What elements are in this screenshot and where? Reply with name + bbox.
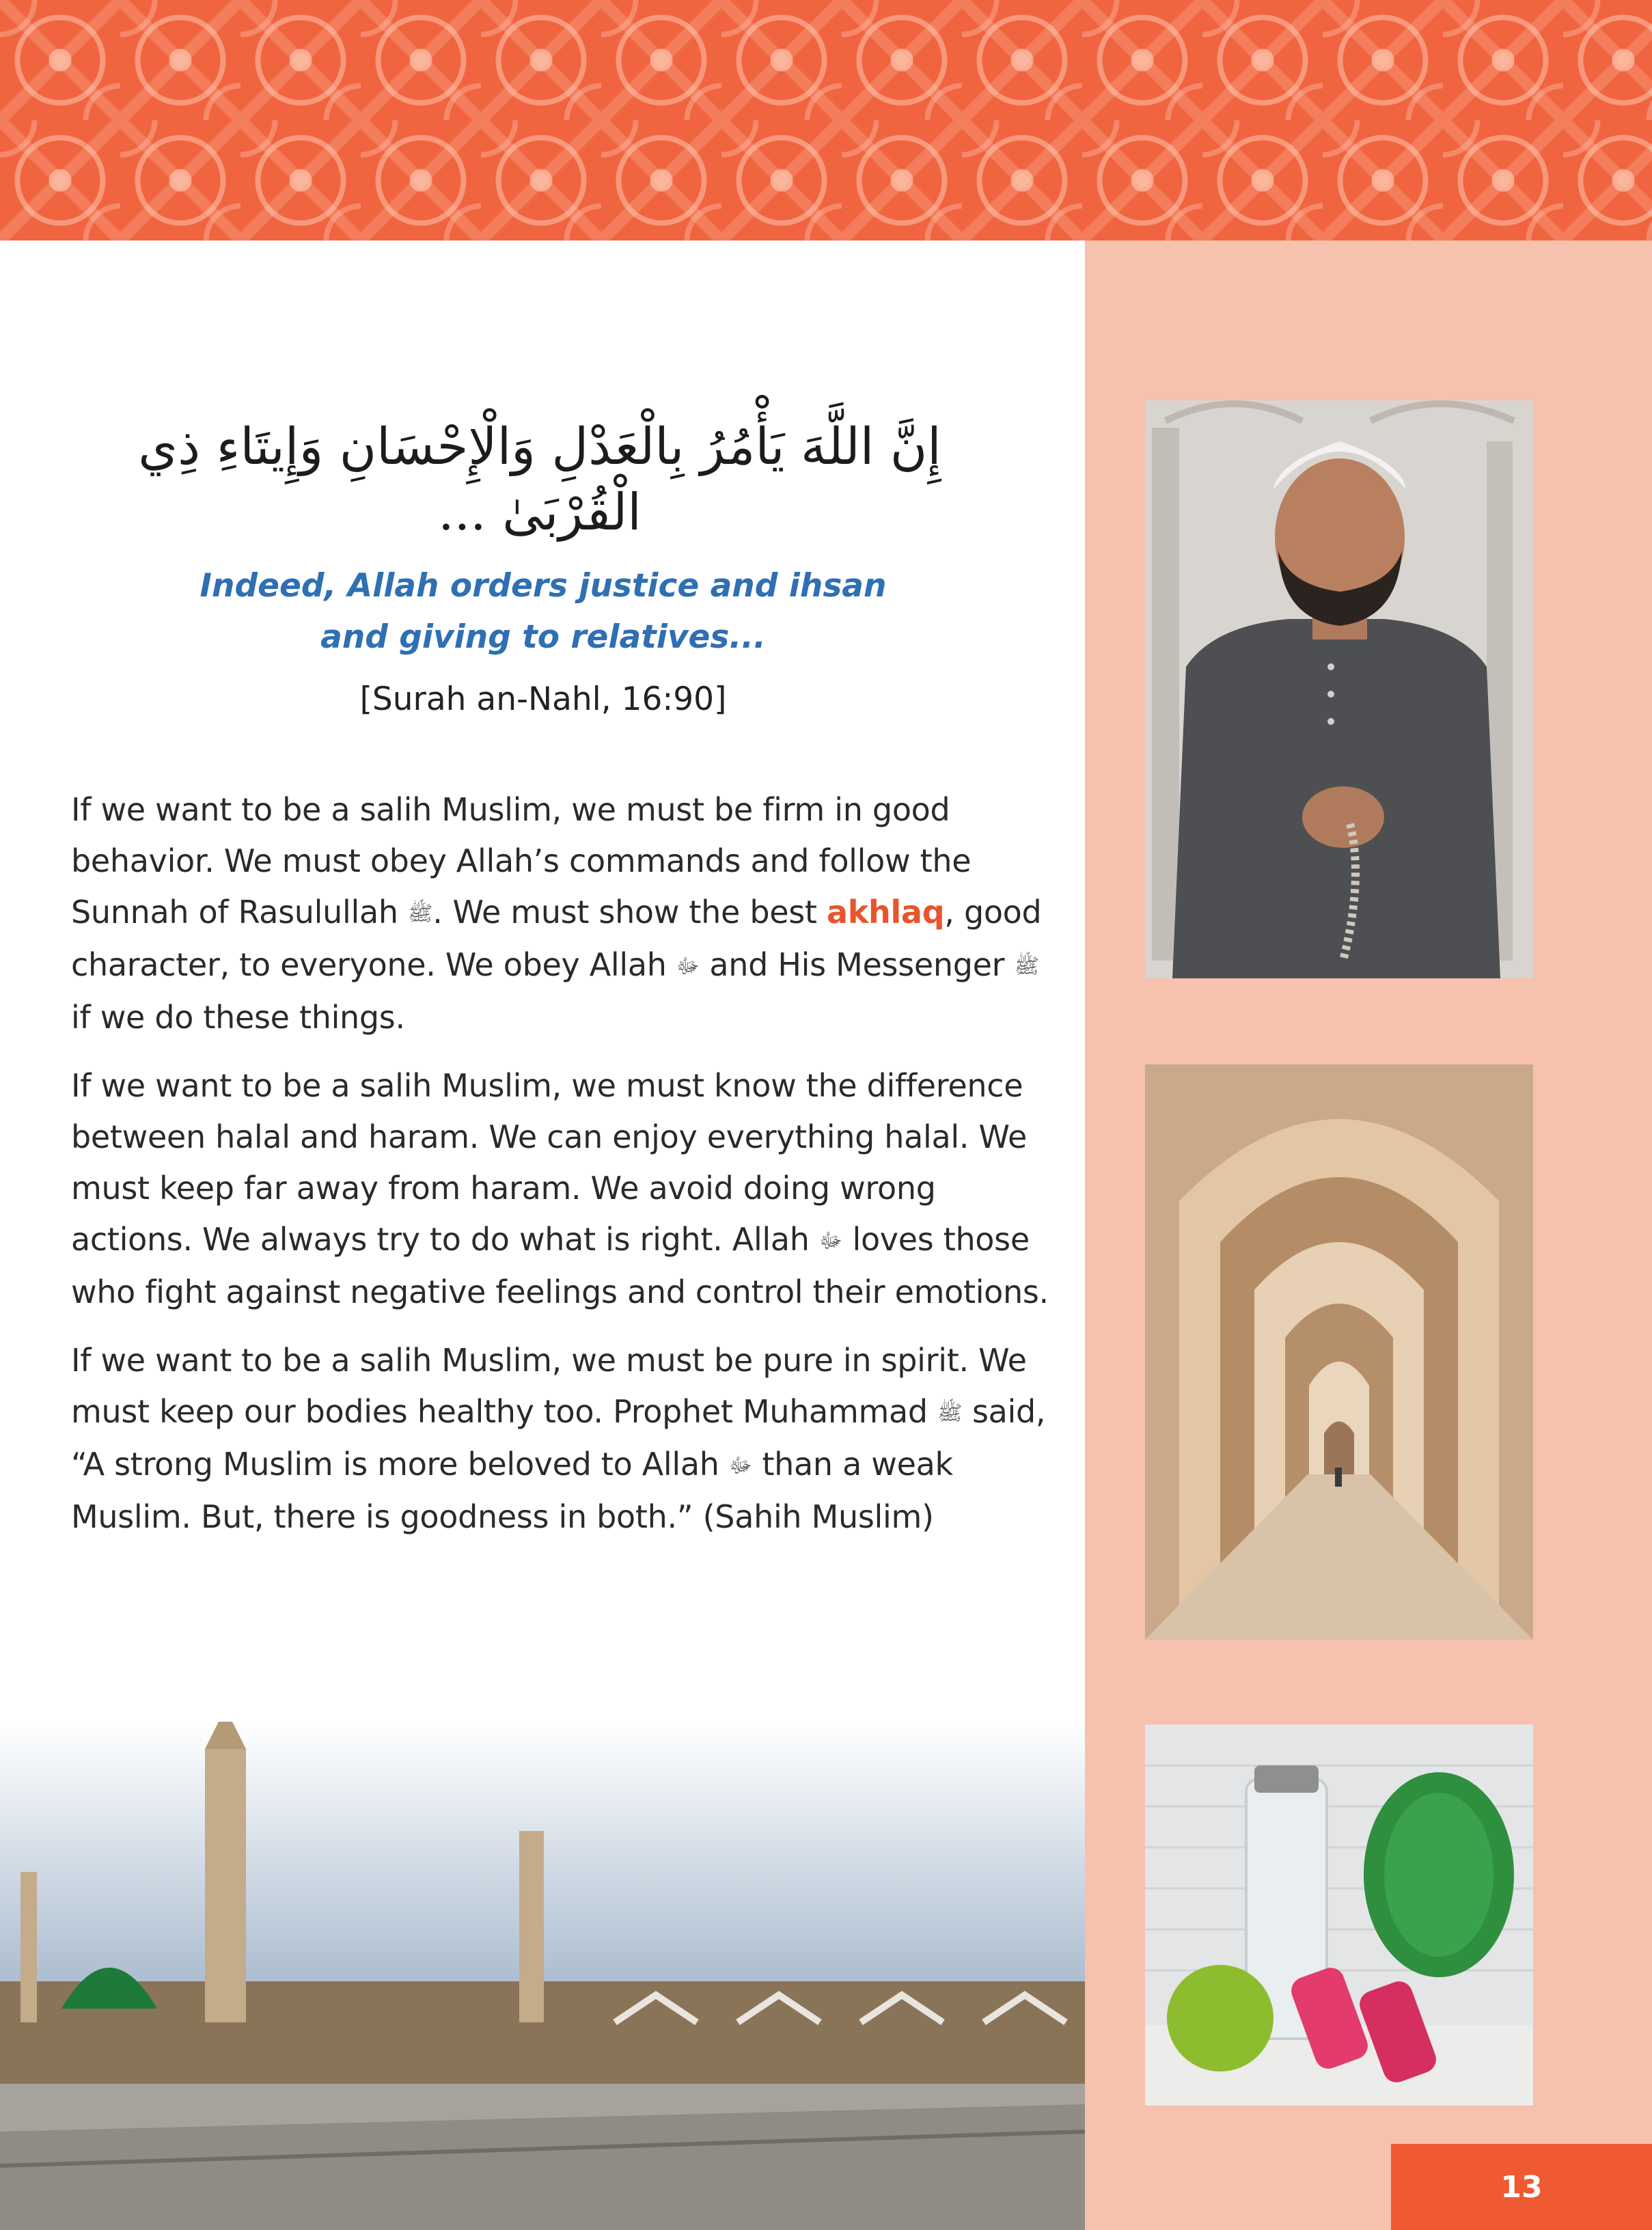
page-number-box (1391, 2144, 1652, 2230)
p3-text-c: than a weak Muslim. But, there is goodness in both.” (Sahih Muslim) (71, 1446, 953, 1535)
p1-text-d: and His Messenger (709, 946, 1005, 983)
p1-text-e: if we do these things. (71, 999, 405, 1036)
verse-citation: [Surah an-Nahl, 16:90] (359, 680, 727, 718)
ornamental-header-band (0, 0, 1652, 240)
p1-text-c: , good character, to everyone. We obey Allah (71, 894, 1042, 983)
paragraph-3 (71, 1335, 1055, 1543)
allah-honorific: ﷻ (728, 1454, 752, 1478)
paragraph-1 (71, 784, 1055, 1043)
paragraph-2 (71, 1060, 1055, 1318)
fitness-illustration (1145, 1724, 1533, 2106)
allah-honorific: ﷻ (818, 1229, 842, 1253)
photo-arched-corridor (1145, 1064, 1533, 1640)
prophet-honorific: ﷺ (1014, 954, 1039, 978)
p1-text-b: . We must show the best (432, 894, 817, 931)
body-text (71, 784, 1055, 1560)
p2-text-b: loves those who fight against negative feelings and control their emotions. (71, 1221, 1049, 1310)
prophet-honorific: ﷺ (408, 902, 433, 926)
akhlaq-highlight: akhlaq (826, 894, 945, 931)
page-number: 13 (1500, 2169, 1543, 2205)
translation-line-2: and giving to relatives... (320, 618, 766, 656)
prophet-honorific: ﷺ (937, 1401, 963, 1425)
photo-fitness-items (1145, 1724, 1533, 2106)
translation-line-1: Indeed, Allah orders justice and ihsan (199, 567, 887, 605)
verse-translation (178, 560, 909, 663)
allah-honorific: ﷻ (676, 954, 700, 978)
photo-prophets-mosque (0, 1722, 1085, 2230)
photo-man-with-prayer-beads (1145, 400, 1533, 978)
man-illustration (1145, 400, 1533, 978)
arches-illustration (1145, 1064, 1533, 1640)
p2-text-a: If we want to be a salih Muslim, we must know the difference between halal and haram. We can enjoy everything halal. We must keep far away from haram. We avoid doing wrong actions. We always try to do what is right. Allah (71, 1067, 1028, 1258)
p3-text-b: said, “A strong Muslim is more beloved to Allah (71, 1393, 1046, 1483)
arabic-verse: إِنَّ اللَّهَ يَأْمُرُ بِالْعَدْلِ وَالْإِحْسَانِ وَإِيتَاءِ ذِي الْقُرْبَىٰ ... (138, 417, 941, 542)
mosque-illustration (0, 1722, 1085, 2230)
p1-text-a: If we want to be a salih Muslim, we must be firm in good behavior. We must obey Allah’s commands and follow the Sunnah of Rasulullah (71, 791, 972, 931)
p3-text-a: If we want to be a salih Muslim, we must be pure in spirit. We must keep our bodies healthy too. Prophet Muhammad (71, 1342, 1027, 1430)
